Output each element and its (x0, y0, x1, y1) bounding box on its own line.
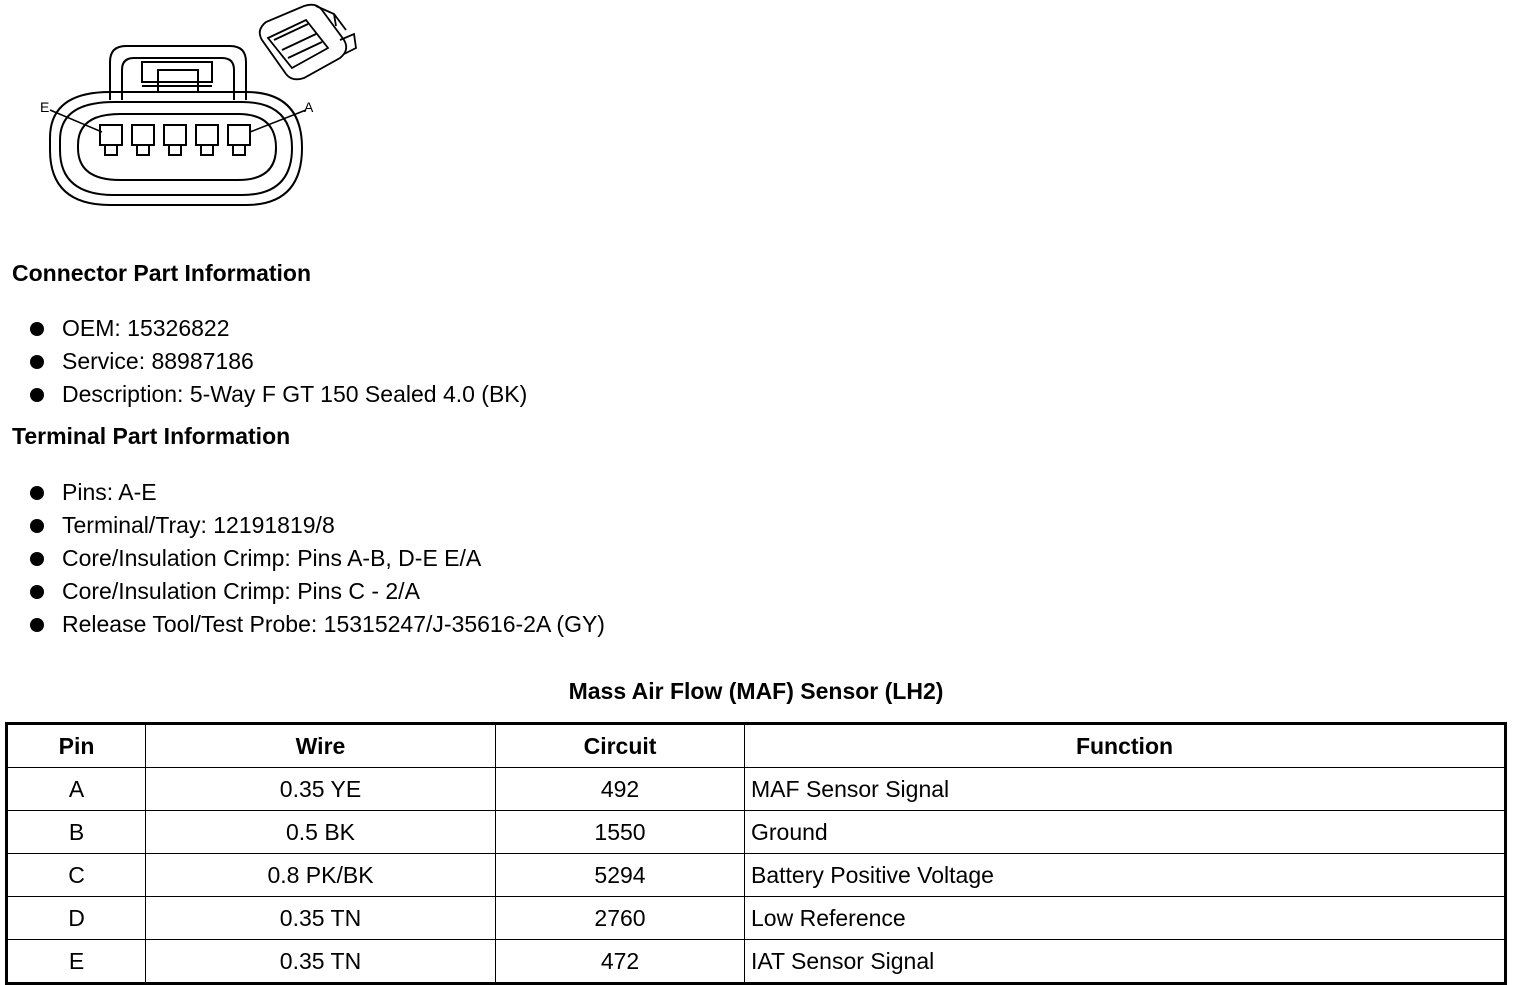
cell-function: Low Reference (745, 897, 1506, 940)
list-item: Service: 88987186 (30, 345, 527, 378)
terminal-info-heading: Terminal Part Information (12, 423, 291, 449)
table-row (7, 811, 1506, 854)
pin-label-e: E (40, 99, 50, 115)
cell-pin: B (7, 811, 146, 854)
cell-wire: 0.35 TN (146, 940, 496, 984)
terminal-info-list (30, 476, 605, 641)
pin-label-a: A (304, 99, 314, 115)
cell-function: IAT Sensor Signal (745, 940, 1506, 984)
cell-wire: 0.35 YE (146, 768, 496, 811)
list-item: Pins: A-E (30, 476, 605, 509)
column-header-circuit: Circuit (496, 724, 745, 768)
table-row (7, 940, 1506, 984)
cell-wire: 0.5 BK (146, 811, 496, 854)
pin-table (5, 722, 1507, 985)
connector-diagram (30, 0, 370, 220)
list-item: Description: 5-Way F GT 150 Sealed 4.0 (BK) (30, 378, 527, 411)
list-item: Core/Insulation Crimp: Pins A-B, D-E E/A (30, 542, 605, 575)
column-header-wire: Wire (146, 724, 496, 768)
cell-pin: D (7, 897, 146, 940)
cell-circuit: 492 (496, 768, 745, 811)
cell-circuit: 472 (496, 940, 745, 984)
cell-function: Ground (745, 811, 1506, 854)
list-item: Release Tool/Test Probe: 15315247/J-35616-2A (GY) (30, 608, 605, 641)
list-item: Core/Insulation Crimp: Pins C - 2/A (30, 575, 605, 608)
cell-function: Battery Positive Voltage (745, 854, 1506, 897)
cell-wire: 0.35 TN (146, 897, 496, 940)
cell-circuit: 2760 (496, 897, 745, 940)
cell-pin: C (7, 854, 146, 897)
column-header-pin: Pin (7, 724, 146, 768)
cell-wire: 0.8 PK/BK (146, 854, 496, 897)
table-row (7, 854, 1506, 897)
cell-pin: E (7, 940, 146, 984)
table-row (7, 768, 1506, 811)
table-header-row (7, 724, 1506, 768)
cell-circuit: 5294 (496, 854, 745, 897)
list-item: Terminal/Tray: 12191819/8 (30, 509, 605, 542)
cell-circuit: 1550 (496, 811, 745, 854)
cell-pin: A (7, 768, 146, 811)
list-item: OEM: 15326822 (30, 312, 527, 345)
connector-info-list (30, 312, 527, 411)
connector-info-heading: Connector Part Information (12, 260, 312, 286)
column-header-function: Function (745, 724, 1506, 768)
cell-function: MAF Sensor Signal (745, 768, 1506, 811)
table-title: Mass Air Flow (MAF) Sensor (LH2) (568, 678, 944, 704)
table-row (7, 897, 1506, 940)
